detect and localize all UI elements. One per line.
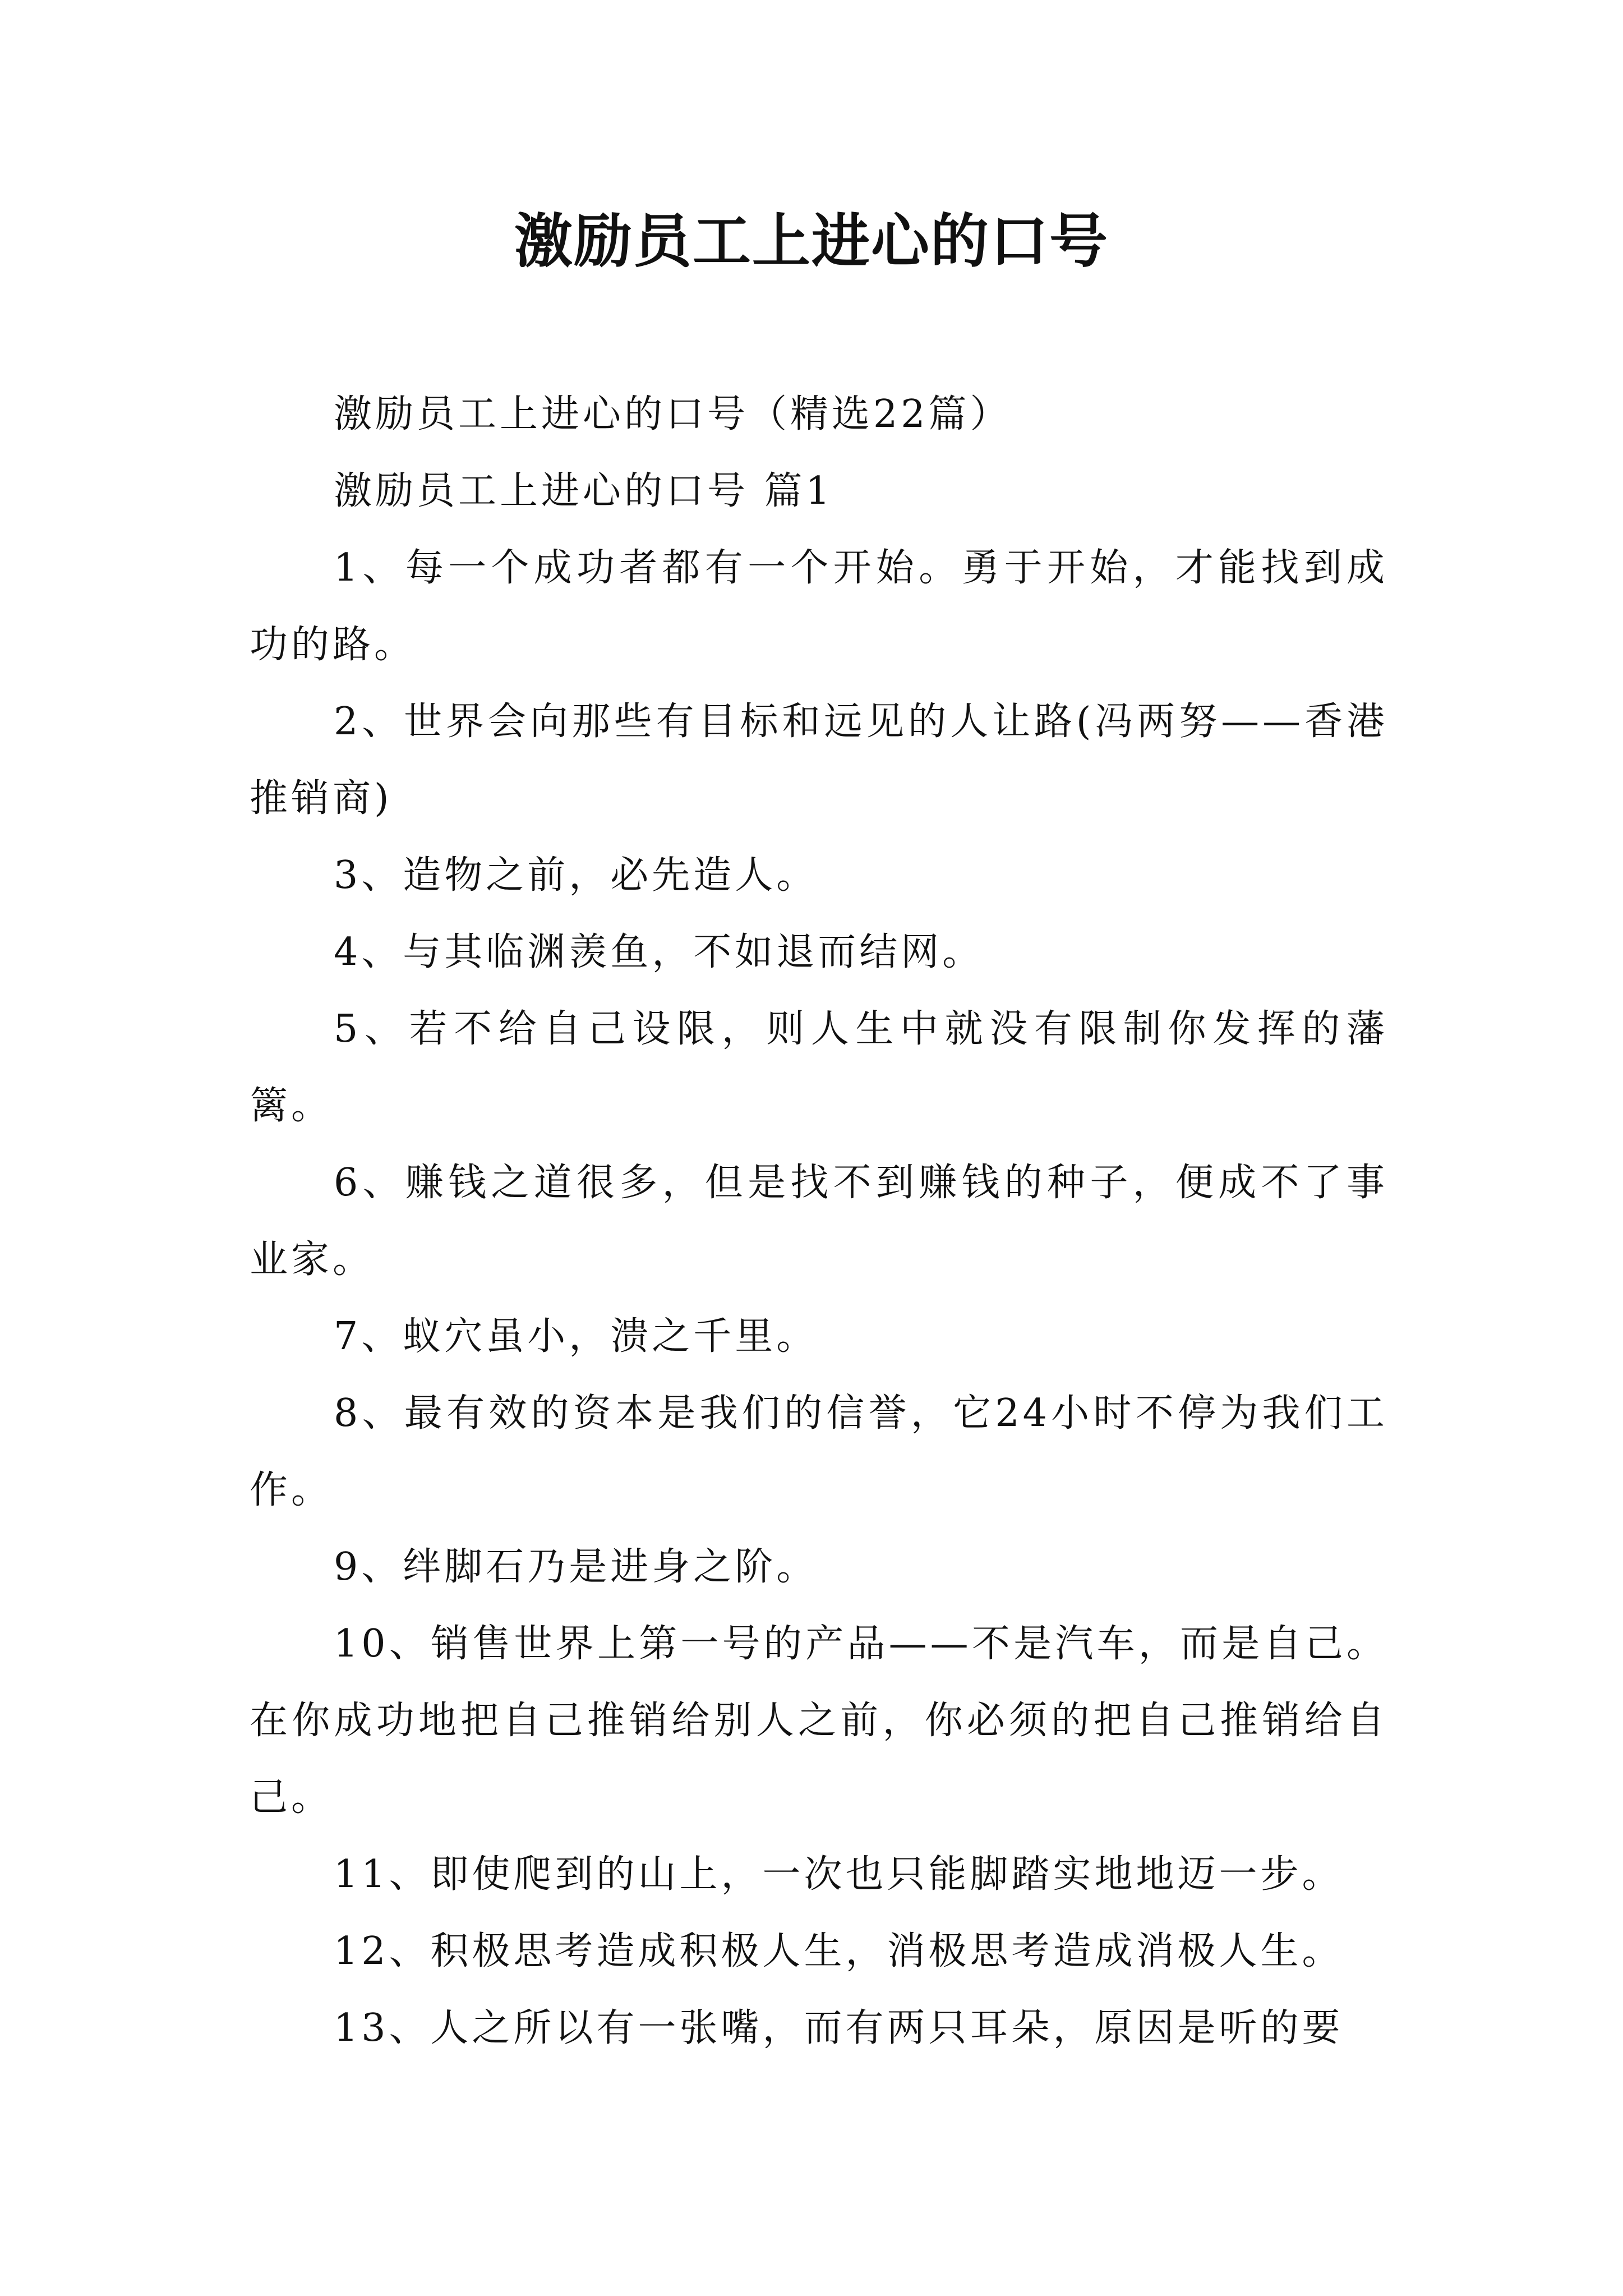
paragraph-item-11: 11、即使爬到的山上，一次也只能脚踏实地地迈一步。 <box>334 1852 1344 1897</box>
paragraph-item-13: 13、人之所以有一张嘴，而有两只耳朵，原因是听的要 <box>334 2006 1344 2050</box>
paragraph-item-7: 7、蚁穴虽小，溃之千里。 <box>334 1314 818 1359</box>
paragraph-item-4: 4、与其临渊羡鱼，不如退而结网。 <box>334 930 984 974</box>
document-title: 激励员工上进心的口号 <box>514 206 1109 275</box>
paragraph-item-9: 9、绊脚石乃是进身之阶。 <box>334 1545 818 1589</box>
paragraph-item-10: 10、销售世界上第一号的产品——不是汽车，而是自己。在你成功地把自己推销给别人之前，你必须的把自己推销给自己。 <box>250 1622 1388 1820</box>
paragraph-item-8: 8、最有效的资本是我们的信誉，它24小时不停为我们工作。 <box>250 1391 1388 1512</box>
paragraph-item-3: 3、造物之前，必先造人。 <box>334 853 818 898</box>
paragraph-item-12: 12、积极思考造成积极人生，消极思考造成消极人生。 <box>334 1929 1344 1973</box>
paragraph-subtitle: 激励员工上进心的口号（精选22篇） <box>334 392 1012 436</box>
paragraph-section-heading: 激励员工上进心的口号 篇1 <box>334 469 833 513</box>
document-body <box>250 376 1388 2067</box>
paragraph-item-2: 2、世界会向那些有目标和远见的人让路(冯两努——香港推销商) <box>250 700 1388 821</box>
paragraph-item-6: 6、赚钱之道很多，但是找不到赚钱的种子，便成不了事业家。 <box>250 1161 1388 1282</box>
paragraph-item-5: 5、若不给自己设限，则人生中就没有限制你发挥的藩篱。 <box>250 1007 1388 1128</box>
paragraph-item-1: 1、每一个成功者都有一个开始。勇于开始，才能找到成功的路。 <box>250 546 1388 667</box>
